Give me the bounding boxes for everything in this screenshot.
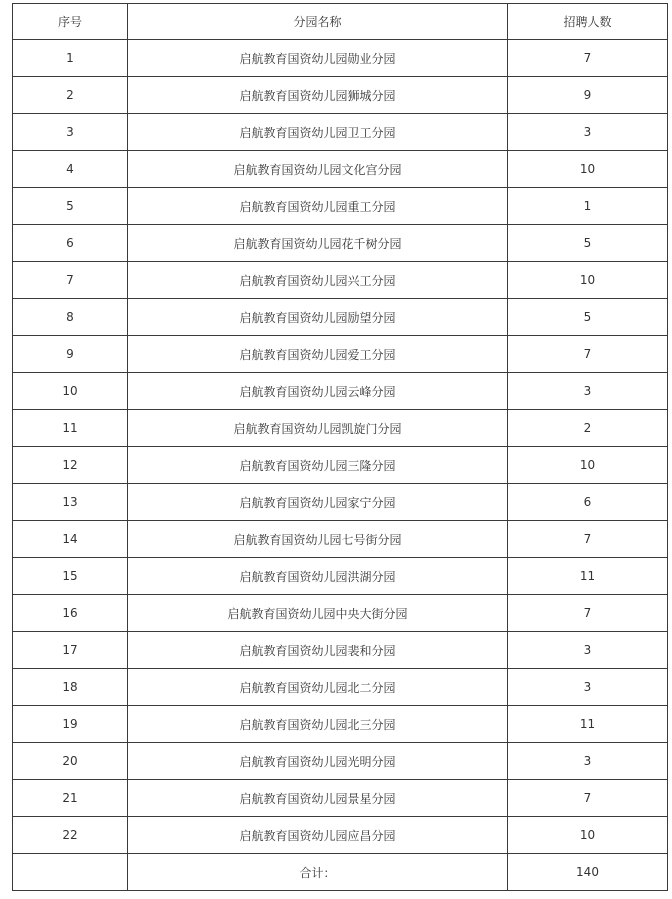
recruit-count-cell: 7 bbox=[508, 780, 668, 817]
serial-number-cell: 18 bbox=[13, 669, 128, 706]
serial-number-cell: 20 bbox=[13, 743, 128, 780]
serial-number-cell: 15 bbox=[13, 558, 128, 595]
total-label: 合计： bbox=[128, 854, 508, 891]
recruit-count-cell: 5 bbox=[508, 225, 668, 262]
table-body bbox=[13, 40, 668, 854]
branch-name-cell: 启航教育国资幼儿园狮城分园 bbox=[128, 77, 508, 114]
table-row bbox=[13, 299, 668, 336]
table-row bbox=[13, 669, 668, 706]
serial-number-cell: 17 bbox=[13, 632, 128, 669]
branch-name-cell: 启航教育国资幼儿园北二分园 bbox=[128, 669, 508, 706]
serial-number-cell: 21 bbox=[13, 780, 128, 817]
table-row bbox=[13, 373, 668, 410]
branch-name-cell: 启航教育国资幼儿园爱工分园 bbox=[128, 336, 508, 373]
branch-name-cell: 启航教育国资幼儿园中央大街分园 bbox=[128, 595, 508, 632]
recruit-count-cell: 10 bbox=[508, 817, 668, 854]
branch-name-cell: 启航教育国资幼儿园勋业分园 bbox=[128, 40, 508, 77]
table-row bbox=[13, 780, 668, 817]
branch-name-cell: 启航教育国资幼儿园云峰分园 bbox=[128, 373, 508, 410]
recruit-count-cell: 10 bbox=[508, 262, 668, 299]
total-count: 140 bbox=[508, 854, 668, 891]
serial-number-cell: 12 bbox=[13, 447, 128, 484]
table-row bbox=[13, 188, 668, 225]
table-row bbox=[13, 595, 668, 632]
table-row bbox=[13, 632, 668, 669]
branch-name-cell: 启航教育国资幼儿园重工分园 bbox=[128, 188, 508, 225]
table-row bbox=[13, 225, 668, 262]
serial-number-cell: 19 bbox=[13, 706, 128, 743]
branch-name-cell: 启航教育国资幼儿园三隆分园 bbox=[128, 447, 508, 484]
table-row bbox=[13, 40, 668, 77]
table-row bbox=[13, 558, 668, 595]
recruit-count-cell: 3 bbox=[508, 114, 668, 151]
serial-number-cell: 2 bbox=[13, 77, 128, 114]
serial-number-cell: 10 bbox=[13, 373, 128, 410]
branch-name-cell: 启航教育国资幼儿园花千树分园 bbox=[128, 225, 508, 262]
recruit-count-cell: 6 bbox=[508, 484, 668, 521]
total-serial-cell bbox=[13, 854, 128, 891]
recruit-count-cell: 10 bbox=[508, 447, 668, 484]
table-row bbox=[13, 77, 668, 114]
recruit-count-cell: 5 bbox=[508, 299, 668, 336]
recruit-count-cell: 3 bbox=[508, 743, 668, 780]
branch-name-cell: 启航教育国资幼儿园应昌分园 bbox=[128, 817, 508, 854]
table-row bbox=[13, 743, 668, 780]
recruit-count-cell: 3 bbox=[508, 373, 668, 410]
branch-name-cell: 启航教育国资幼儿园兴工分园 bbox=[128, 262, 508, 299]
recruit-count-cell: 9 bbox=[508, 77, 668, 114]
serial-number-cell: 1 bbox=[13, 40, 128, 77]
branch-name-cell: 启航教育国资幼儿园文化宫分园 bbox=[128, 151, 508, 188]
branch-name-cell: 启航教育国资幼儿园裴和分园 bbox=[128, 632, 508, 669]
serial-number-cell: 6 bbox=[13, 225, 128, 262]
table-row bbox=[13, 817, 668, 854]
table-row bbox=[13, 114, 668, 151]
serial-number-cell: 4 bbox=[13, 151, 128, 188]
recruit-count-cell: 11 bbox=[508, 706, 668, 743]
table-total-row bbox=[13, 854, 668, 891]
branch-name-cell: 启航教育国资幼儿园景星分园 bbox=[128, 780, 508, 817]
table-row bbox=[13, 151, 668, 188]
recruit-count-cell: 7 bbox=[508, 521, 668, 558]
recruit-count-cell: 1 bbox=[508, 188, 668, 225]
branch-name-cell: 启航教育国资幼儿园北三分园 bbox=[128, 706, 508, 743]
serial-number-cell: 13 bbox=[13, 484, 128, 521]
serial-number-cell: 7 bbox=[13, 262, 128, 299]
recruit-count-cell: 3 bbox=[508, 632, 668, 669]
table-row bbox=[13, 447, 668, 484]
recruit-count-cell: 10 bbox=[508, 151, 668, 188]
serial-number-cell: 14 bbox=[13, 521, 128, 558]
header-serial-number: 序号 bbox=[13, 4, 128, 40]
header-recruit-count: 招聘人数 bbox=[508, 4, 668, 40]
header-branch-name: 分园名称 bbox=[128, 4, 508, 40]
recruit-count-cell: 7 bbox=[508, 40, 668, 77]
table-row bbox=[13, 706, 668, 743]
table-row bbox=[13, 336, 668, 373]
serial-number-cell: 16 bbox=[13, 595, 128, 632]
recruit-count-cell: 2 bbox=[508, 410, 668, 447]
recruit-count-cell: 7 bbox=[508, 336, 668, 373]
table-header-row bbox=[13, 4, 668, 40]
branch-name-cell: 启航教育国资幼儿园励望分园 bbox=[128, 299, 508, 336]
branch-name-cell: 启航教育国资幼儿园光明分园 bbox=[128, 743, 508, 780]
table-row bbox=[13, 484, 668, 521]
serial-number-cell: 11 bbox=[13, 410, 128, 447]
branch-name-cell: 启航教育国资幼儿园七号街分园 bbox=[128, 521, 508, 558]
serial-number-cell: 22 bbox=[13, 817, 128, 854]
branch-name-cell: 启航教育国资幼儿园凯旋门分园 bbox=[128, 410, 508, 447]
branch-name-cell: 启航教育国资幼儿园卫工分园 bbox=[128, 114, 508, 151]
recruitment-table bbox=[12, 3, 668, 891]
serial-number-cell: 9 bbox=[13, 336, 128, 373]
branch-name-cell: 启航教育国资幼儿园洪湖分园 bbox=[128, 558, 508, 595]
serial-number-cell: 8 bbox=[13, 299, 128, 336]
recruit-count-cell: 3 bbox=[508, 669, 668, 706]
serial-number-cell: 5 bbox=[13, 188, 128, 225]
recruit-count-cell: 7 bbox=[508, 595, 668, 632]
recruit-count-cell: 11 bbox=[508, 558, 668, 595]
table-row bbox=[13, 262, 668, 299]
table-row bbox=[13, 521, 668, 558]
branch-name-cell: 启航教育国资幼儿园家宁分园 bbox=[128, 484, 508, 521]
recruitment-table-container bbox=[12, 3, 668, 891]
serial-number-cell: 3 bbox=[13, 114, 128, 151]
table-row bbox=[13, 410, 668, 447]
